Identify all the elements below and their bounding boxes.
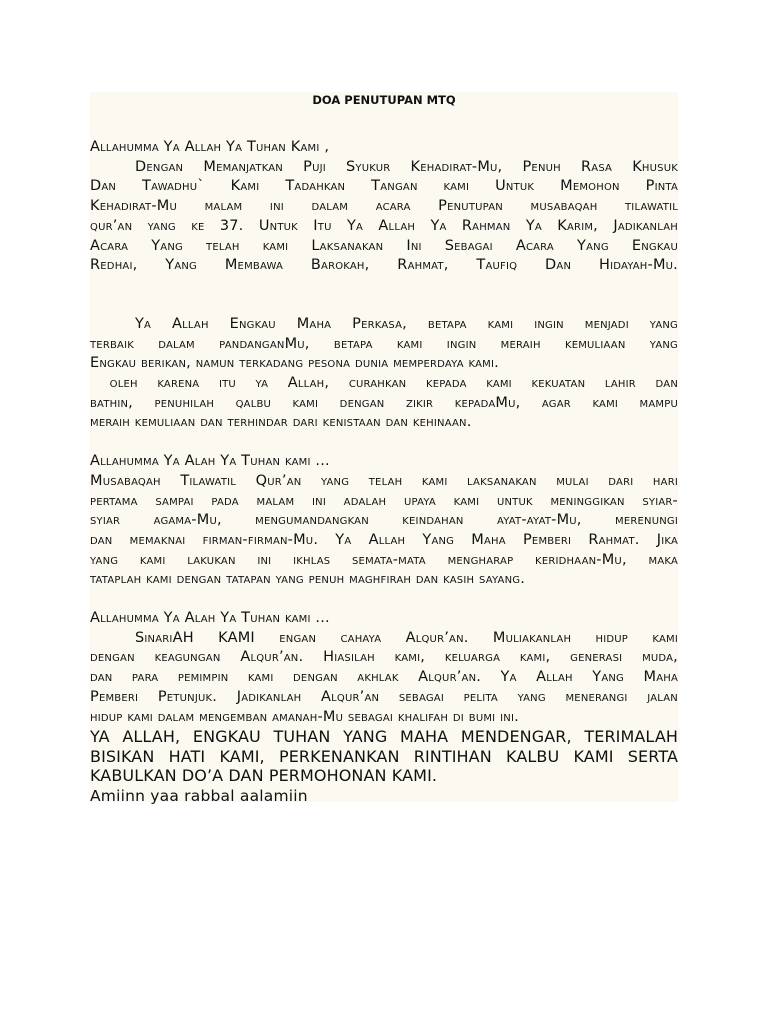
text-line: SinariAH KAMI engan cahaya Alqur’an. Muliakanlah hidup kami <box>135 629 678 646</box>
text-line: Dan Tawadhu` Kami Tadahkan Tangan kami Untuk Memohon Pinta <box>90 178 678 195</box>
paragraph-1 <box>90 138 678 276</box>
text-line: Dengan Memanjatkan Puji Syukur Kehadirat-Mu, Penuh Rasa Khusuk <box>135 158 678 175</box>
text-line: pertama sampai pada malam ini adalah upaya kami untuk meninggikan syiar- <box>90 492 678 509</box>
text-line: Ya Allah Engkau Maha Perkasa, betapa kami ingin menjadi yang <box>135 315 678 332</box>
text-line: syiar agama-Mu, mengumandangkan keindahan ayat-ayat-Mu, merenungi <box>90 512 678 529</box>
text-line: bathin, penuhilah qalbu kami dengan zikir kepadaMu, agar kami mampu <box>90 394 678 411</box>
salutation-line: Allahumma Ya Alah Ya Tuhan kami ... <box>90 610 330 627</box>
text-line: dengan keagungan Alqur’an. Hiasilah kami, keluarga kami, generasi muda, <box>90 649 678 666</box>
text-line: Kehadirat-Mu malam ini dalam acara Penutupan musabaqah tilawatil <box>90 198 678 215</box>
text-line: hidup kami dalam mengemban amanah-Mu sebagai khalifah di bumi ini. <box>90 708 519 725</box>
amin-line <box>90 786 678 806</box>
salutation-line: Allahumma Ya Allah Ya Tuhan Kami , <box>90 139 330 155</box>
text-line: KABULKAN DO’A DAN PERMOHONAN KAMI. <box>90 766 438 786</box>
text-line: Engkau berikan, namun terkadang pesona dunia memperdaya kami. <box>90 355 499 372</box>
text-line: yang kami lakukan ini ikhlas semata-mata mengharap keridhaan-Mu, maka <box>90 551 678 568</box>
text-line: meraih kemuliaan dan terhindar dari kenistaan dan kehinaan. <box>90 414 472 431</box>
paragraph-4 <box>90 609 678 727</box>
document-body <box>90 92 678 806</box>
closing-prayer <box>90 727 678 786</box>
text-line: terbaik dalam pandanganMu, betapa kami ingin meraih kemuliaan yang <box>90 335 678 352</box>
paragraph-2 <box>90 315 678 433</box>
text-line: Musabaqah Tilawatil Qur’an yang telah kami laksanakan mulai dari hari <box>90 472 678 489</box>
text-line: qur’an yang ke 37. Untuk Itu Ya Allah Ya Rahman Ya Karim, Jadikanlah <box>90 217 678 234</box>
paragraph-3 <box>90 452 678 590</box>
text-line: BISIKAN HATI KAMI, PERKENANKAN RINTIHAN KALBU KAMI SERTA <box>90 746 678 766</box>
text-line: dan memaknai firman-firman-Mu. Ya Allah Yang Maha Pemberi Rahmat. Jika <box>90 531 678 548</box>
text-line: oleh karena itu ya Allah, curahkan kepada kami kekuatan lahir dan <box>90 375 678 392</box>
text-line: Acara Yang telah kami Laksanakan Ini Sebagai Acara Yang Engkau <box>90 237 678 254</box>
text-line: YA ALLAH, ENGKAU TUHAN YANG MAHA MENDENGAR, TERIMALAH <box>90 727 678 747</box>
text-line: Pemberi Petunjuk. Jadikanlah Alqur’an sebagai pelita yang menerangi jalan <box>90 688 678 705</box>
text-line: Amiinn yaa rabbal aalamiin <box>90 786 308 805</box>
document-title: DOA PENUTUPAN MTQ <box>312 93 456 107</box>
text-line: dan para pemimpin kami dengan akhlak Alqur’an. Ya Allah Yang Maha <box>90 669 678 686</box>
text-line: Redhai, Yang Membawa Barokah, Rahmat, Taufiq Dan Hidayah-Mu. <box>90 257 678 274</box>
salutation-line: Allahumma Ya Alah Ya Tuhan kami ... <box>90 453 330 470</box>
text-line: tataplah kami dengan tatapan yang penuh maghfirah dan kasih sayang. <box>90 571 526 588</box>
